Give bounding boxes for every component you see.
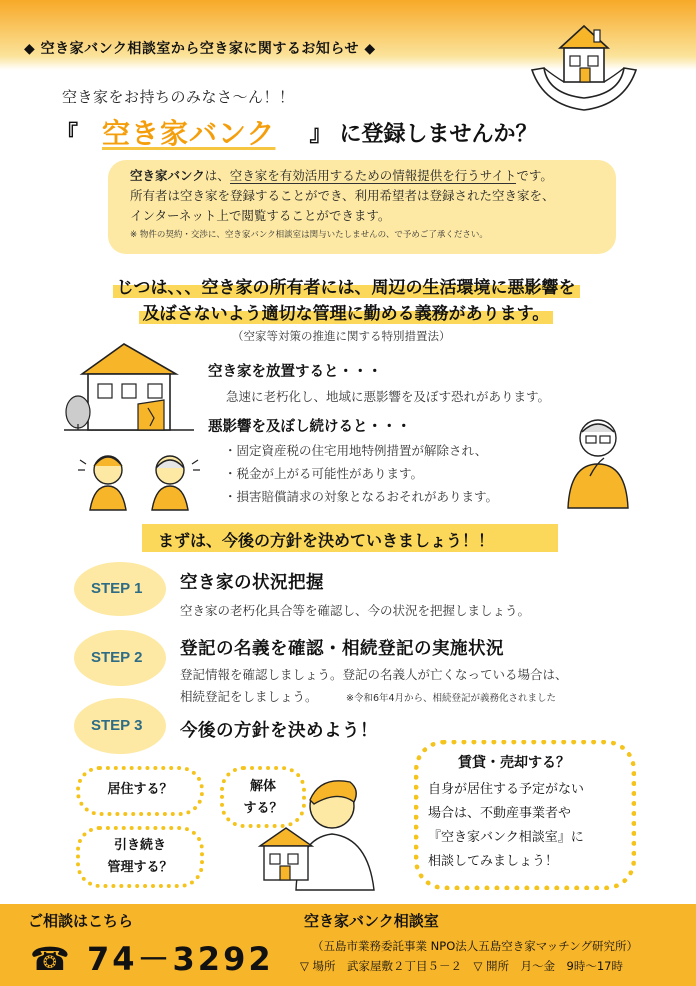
info-strong: 空き家バンク — [130, 168, 205, 183]
rent-sell-line-4: 相談してみましょう！ — [428, 854, 559, 869]
headline-bank: 空き家バンク — [102, 117, 276, 150]
live-option: 居住する？ — [107, 782, 173, 797]
greeting: 空き家をお持ちのみなさ～ん！！ — [62, 88, 295, 106]
info-line-3: インターネット上で閲覧することができます。 — [130, 208, 391, 223]
rent-sell-title: 賃貸・売却する？ — [458, 755, 570, 771]
step-2-note: ※令和6年4月から、相続登記が義務化されました — [346, 693, 557, 704]
risk-heading-1: 空き家を放置すると・・・ — [208, 364, 382, 380]
step-1-desc: 空き家の老朽化具合等を確認し、今の状況を把握しましょう。 — [180, 603, 531, 618]
info-line-2: 所有者は空き家を登録することができ、利用希望者は登録された空き家を、 — [130, 188, 555, 203]
step-2-desc-2: 相続登記をしましょう。 — [180, 689, 318, 704]
info-end: です。 — [516, 168, 553, 183]
step-1-title: 空き家の状況把握 — [180, 573, 324, 593]
warning-text-2: 及ぼさないよう適切な管理に勤める義務があります。 — [139, 304, 554, 324]
warning-text-1: じつは、、、空き家の所有者には、周辺の生活環境に悪影響を — [113, 278, 580, 298]
step-1-label: STEP 1 — [91, 580, 143, 597]
man-with-house-illustration — [250, 772, 400, 890]
rent-sell-line-3: 『空き家バンク相談室』に — [428, 830, 584, 845]
info-box — [108, 160, 616, 254]
headline-close: 』 — [309, 121, 332, 147]
policy-banner: まずは、今後の方針を決めていきましょう！！ — [158, 531, 495, 550]
risk-text-1: 急速に老朽化し、地域に悪影響を及ぼす恐れがあります。 — [226, 389, 551, 404]
risk-bullet-2: ・税金が上がる可能性があります。 — [224, 466, 424, 481]
abandoned-house-illustration — [64, 338, 194, 438]
step-2-desc-1: 登記情報を確認しましょう。登記の名義人が亡くなっている場合は、 — [180, 667, 568, 682]
thinking-man-illustration — [560, 412, 636, 508]
hands-house-illustration — [524, 10, 644, 120]
header-title: ◆ 空き家バンク相談室から空き家に関するお知らせ ◆ — [24, 41, 376, 57]
info-mid: は、 — [204, 168, 230, 183]
manage-option-1: 引き続き — [113, 838, 166, 853]
office-hours: ▽ 場所 武家屋敷２丁目５－２ ▽ 開所 月～金 9時～17時 — [300, 959, 623, 973]
step-2-label: STEP 2 — [91, 649, 143, 666]
warning-line-1 — [76, 273, 616, 298]
headline-open: 『 — [56, 121, 79, 147]
warning-line-2 — [76, 299, 616, 324]
office-org: （五島市業務委託事業 NPO法人五島空き家マッチング研究所） — [312, 939, 638, 953]
step-3-label: STEP 3 — [91, 717, 143, 734]
manage-option-2: 管理する？ — [107, 860, 173, 875]
worried-people-illustration — [76, 446, 206, 510]
headline-rest: に登録しませんか？ — [339, 121, 538, 147]
phone-number[interactable]: ☎ 74－3292 — [30, 940, 274, 978]
info-line-1 — [130, 166, 594, 186]
headline — [56, 112, 538, 152]
rent-sell-line-2: 場合は、不動産事業者や — [428, 806, 572, 821]
demolish-option-2: する？ — [243, 801, 283, 816]
rent-sell-line-1: 自身が居住する予定がない — [428, 782, 585, 797]
office-name: 空き家バンク相談室 — [304, 912, 439, 930]
risk-bullet-1: ・固定資産税の住宅用地特例措置が解除され、 — [224, 443, 488, 458]
info-note: ※ 物件の契約・交渉に、空き家バンク相談室は関与いたしませんの、で予めご了承ください。 — [130, 230, 488, 240]
risk-bullet-3: ・損害賠償請求の対象となるおそれがあります。 — [224, 489, 499, 504]
step-3-title: 今後の方針を決めよう！ — [180, 721, 378, 741]
step-2-title: 登記の名義を確認・相続登記の実施状況 — [180, 639, 504, 659]
consult-label: ご相談はこちら — [28, 912, 134, 930]
risk-heading-2: 悪影響を及ぼし続けると・・・ — [208, 419, 411, 435]
info-underlined: 空き家を有効活用するための情報提供を行うサイト — [229, 168, 517, 183]
demolish-option-1: 解体 — [249, 779, 276, 794]
law-reference: （空家等対策の推進に関する特別措置法） — [232, 329, 451, 343]
